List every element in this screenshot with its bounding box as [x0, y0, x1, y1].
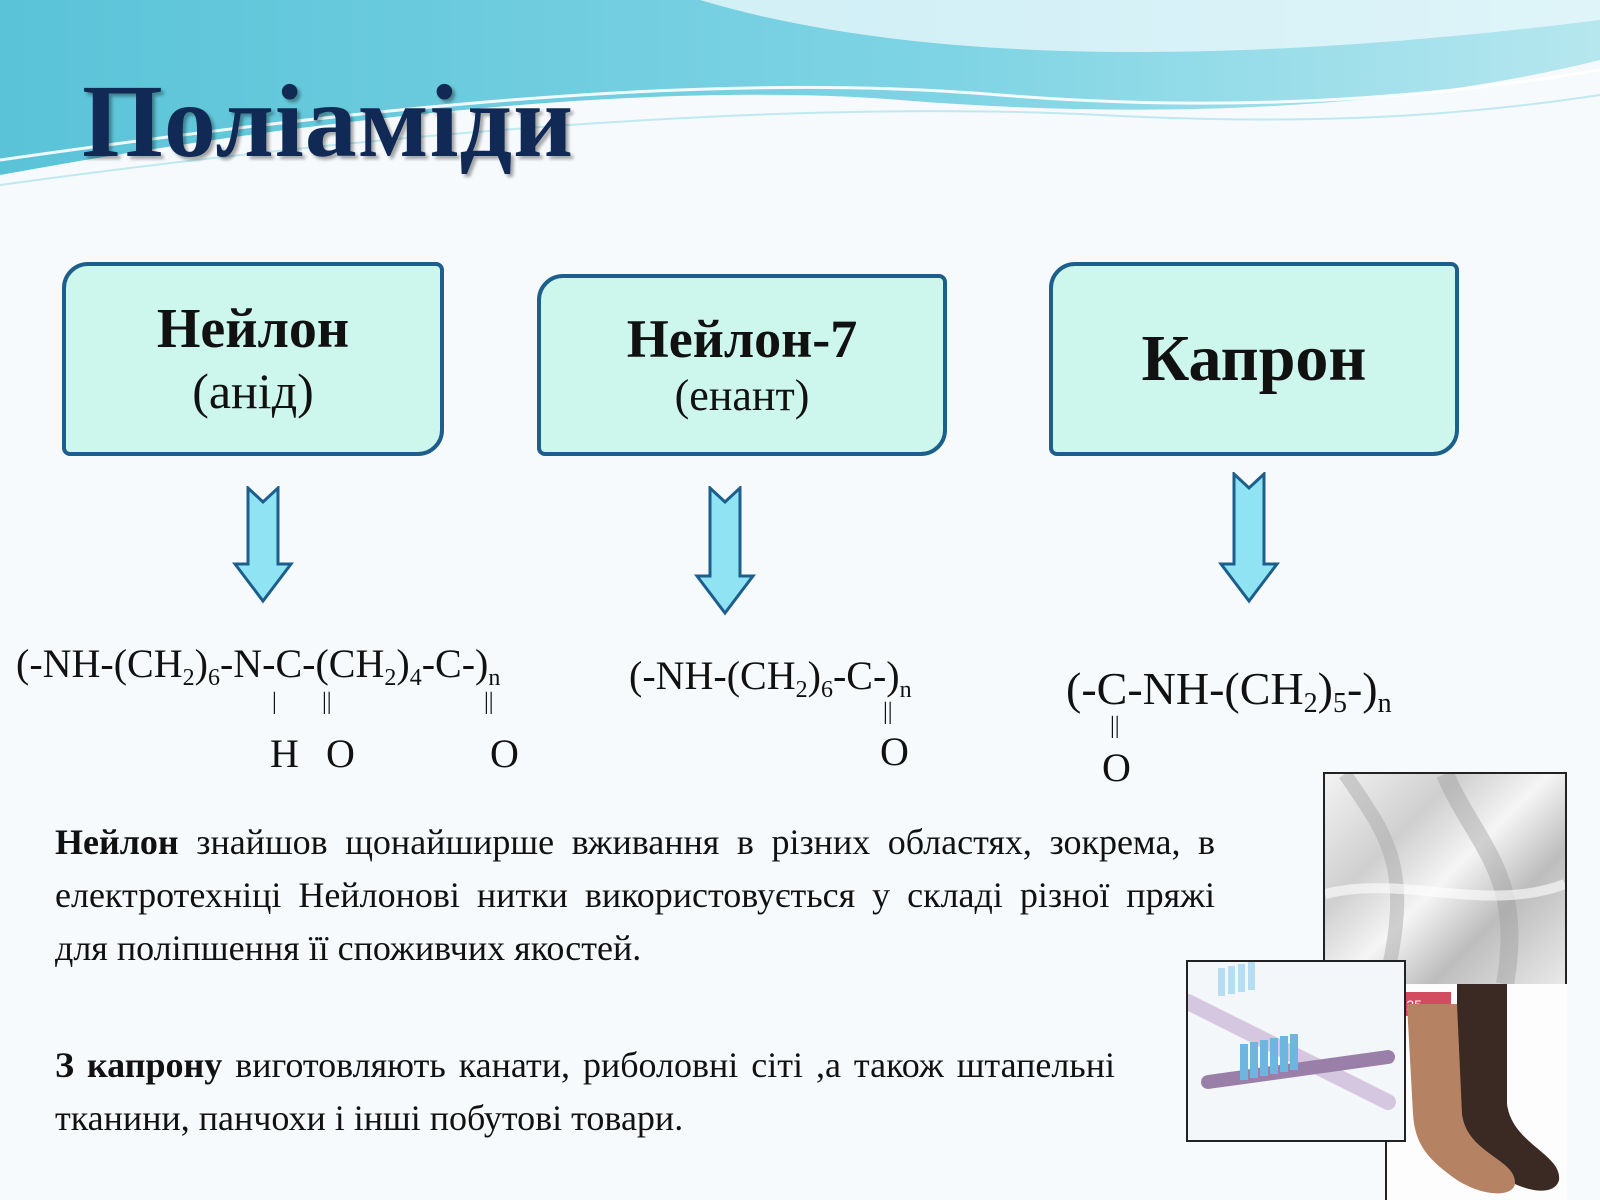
formula-subscript: 2 — [795, 677, 808, 703]
double-bond-mark: || — [322, 689, 332, 715]
stockings-photo — [1385, 984, 1567, 1200]
formula-text: ) — [396, 641, 410, 686]
formula-text: (-NH-(CH — [16, 641, 183, 686]
single-bond-mark: | — [272, 689, 277, 715]
formula-text: (-C-NH-(CH — [1066, 663, 1304, 714]
formula-text: ) — [1317, 663, 1333, 714]
nylon-formula — [16, 641, 501, 691]
oxygen-atom: O — [1102, 745, 1131, 790]
formula-subscript: 6 — [207, 665, 220, 691]
formula-subscript: 2 — [384, 665, 397, 691]
toothbrush-photo — [1186, 960, 1406, 1142]
formula-text: -N-C-(CH — [219, 641, 385, 686]
formula-subscript: 6 — [820, 677, 833, 703]
oxygen-atom: O — [490, 731, 519, 776]
formula-text: (-NH-(CH — [629, 653, 796, 698]
paragraph-text: виготовляють канати, риболовні сіті ,а також штапельні тканини, панчохи і інші побутові товари. — [55, 1045, 1115, 1138]
nylon7-box — [537, 274, 947, 456]
formula-text: -C-) — [421, 641, 489, 686]
box-name: Капрон — [1141, 322, 1367, 396]
fabric-photo — [1323, 772, 1567, 986]
kapron-formula — [1066, 663, 1392, 719]
paragraph-text: знайшов щонайширше вживання в різних областях, зокрема, в електротехніці Нейлонові нитки використовується у складі різної пряжі для поліпшення її споживчих якостей. — [55, 822, 1215, 968]
formula-text: ) — [807, 653, 821, 698]
formula-subscript: 2 — [1303, 688, 1318, 719]
box-name: Нейлон — [156, 297, 350, 360]
formula-subscript: 2 — [182, 665, 195, 691]
formula-subscript: 4 — [409, 665, 422, 691]
nylon7-formula — [629, 653, 912, 703]
nylon-box — [62, 262, 444, 456]
kapron-paragraph — [55, 1039, 1115, 1145]
down-arrow-icon — [694, 486, 756, 616]
formula-subscript: n — [488, 665, 501, 691]
box-name: Нейлон-7 — [626, 308, 858, 369]
nylon-paragraph — [55, 816, 1215, 975]
double-bond-mark: || — [883, 699, 893, 725]
box-subtitle: (енант) — [674, 370, 810, 420]
formula-text: -) — [1346, 663, 1378, 714]
double-bond-mark: || — [484, 689, 494, 715]
formula-subscript: n — [1377, 688, 1392, 719]
formula-text: ) — [194, 641, 208, 686]
formula-text: -C-) — [832, 653, 900, 698]
down-arrow-icon — [232, 486, 294, 604]
kapron-box — [1049, 262, 1459, 456]
oxygen-atom: O — [880, 729, 909, 774]
formula-subscript: n — [899, 677, 912, 703]
slide-title: Поліаміди — [82, 64, 575, 179]
hydrogen-atom: H — [270, 731, 299, 776]
paragraph-bold: З капрону — [55, 1045, 223, 1085]
paragraph-bold: Нейлон — [55, 822, 179, 862]
box-subtitle: (анід) — [192, 363, 314, 420]
formula-subscript: 5 — [1332, 688, 1347, 719]
oxygen-atom: O — [326, 731, 355, 776]
down-arrow-icon — [1218, 472, 1280, 604]
double-bond-mark: || — [1110, 713, 1120, 739]
